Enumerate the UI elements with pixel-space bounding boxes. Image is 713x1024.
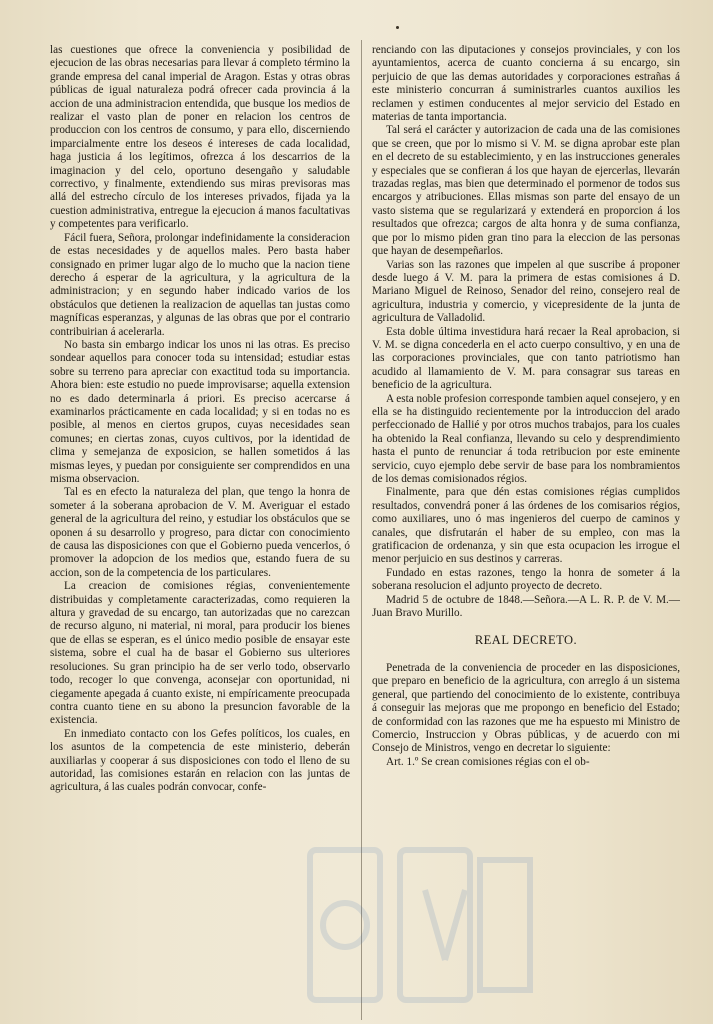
- right-column: [372, 44, 680, 769]
- paragraph: Fundado en estas razones, tengo la honra de someter á la soberana resolucion el adjunto proyecto de decreto.: [372, 566, 680, 593]
- paragraph: Finalmente, para que dén estas comisiones régias cumplidos resultados, convendrá poner á las órdenes de los comisarios régios, como auxiliares, uno ó mas ingenieros del cuerpo de caminos y canales, que disfrutarán el haber de su empleo, con mas la gratificacion de ordenanza, y sin que esta ocupacion les irrogue el menor perjuicio en sus destinos y carreras.: [372, 486, 680, 566]
- paragraph: Penetrada de la conveniencia de proceder en las disposiciones, que preparo en beneficio de la agricultura, con arreglo á un sistema general, que partiendo del conocimiento de lo existente, contribuya á conseguir las mejoras que me propongo en beneficio del Estado; de conformidad con las razones que me ha espuesto mi Ministro de Comercio, Instruccion y Obras públicas, y de acuerdo con mi Consejo de Ministros, vengo en decretar lo siguiente:: [372, 661, 680, 755]
- paragraph: renciando con las diputaciones y consejos provinciales, y con los ayuntamientos, acerca de cuanto concierna á su encargo, sin perjuicio de que las demas autoridades y corporaciones estrañas á este ministerio concurran á suministrarles cuantos auxilios les reclamen y estimen conducentes al mejor servicio del Estado en materias de tanta importancia.: [372, 44, 680, 124]
- paragraph: La creacion de comisiones régias, convenientemente distribuidas y completamente caracterizadas, como requieren la altura y gravedad de su encargo, tan autorizadas que no carezcan de recurso alguno, ni material, ni moral, para producir los bienes que de ellas se esperan, es el único medio posible de ensayar este sistema, sobre el cual ha de basar el Gobierno sus ulteriores resoluciones. Su gran principio ha de ser verlo todo, observarlo todo, recoger lo que convenga, aconsejar con oportunidad, ni ciegamente apegada á cuanto existe, ni empíricamente preocupada contra cuanto tiene en su abono la presuncion favorable de la existencia.: [50, 580, 350, 727]
- left-column: [50, 44, 350, 795]
- right-column-paragraphs: [372, 44, 680, 594]
- decree-paragraphs: [372, 662, 680, 769]
- column-divider: [361, 40, 362, 1020]
- signature-line: Madrid 5 de octubre de 1848.—Señora.—A L. R. P. de V. M.—Juan Bravo Murillo.: [372, 593, 680, 620]
- paragraph: Esta doble última investidura hará recaer la Real aprobacion, si V. M. se digna concederla en el acto cuerpo consultivo, y en una de las corporaciones provinciales, que con tanto patriotismo han acudido al llamamiento de V. M. para consagrar sus tareas en beneficio de la agricultura.: [372, 325, 680, 392]
- decree-heading: REAL DECRETO.: [474, 633, 578, 648]
- paragraph: Tal es en efecto la naturaleza del plan, que tengo la honra de someter á la soberana aprobacion de V. M. Averiguar el estado general de la agricultura del reino, y estudiar los obstáculos que se oponen á su desarrollo y progreso, para dictar con conocimiento de causa las disposiciones con que el Gobierno pueda vencerlos, ó promover la adopcion de los medios que, estando fuera de su accion, son de la competencia de los particulares.: [50, 486, 350, 579]
- paragraph: A esta noble profesion corresponde tambien aquel consejero, y en ella se ha distinguido recientemente por la introduccion del arado perfeccionado de Hallié y por otros muchos trabajos, para los cuales ha obtenido la Real confianza, llevando su celo y desprendimiento hasta el punto de renunciar á toda retribucion por este eminente servicio, cuyo ejemplo debe servir de base para los nombramientos de los demas comisionados régios.: [372, 392, 680, 485]
- paragraph: Art. 1.º Se crean comisiones régias con el ob-: [386, 755, 590, 768]
- paragraph: No basta sin embargo indicar los unos ni las otras. Es preciso sondear aquellos para conocer toda su intensidad; estudiar estas sobre su terreno para apreciar con exactitud toda su importancia. Ahora bien: este estudio no puede improvisarse; aquella extension no es dado determinarla á priori. Es preciso acercarse á examinarlos prácticamente en cada localidad; y si en todas no es posible, al menos en ciertos grupos, cuyas necesidades sean comunes; en ciertas zonas, cuyos cultivos, por la identidad de clima y semejanza de exposicion, se hallen sometidos á las mismas leyes, y puedan por consiguiente ser comprendidos en una misma observacion.: [50, 338, 350, 485]
- paragraph: las cuestiones que ofrece la conveniencia y posibilidad de ejecucion de las obras necesarias para llevar á completo término la grande empresa del canal imperial de Aragon. Estas y otras obras públicas de igual naturaleza podrá ofrecer cada provincia á la accion de una administracion entendida, que busque los medios de realizar el vasto plan de poner en relacion los centros de produccion con los centros de consumo, y para ello, discerniendo imparcialmente entre los deseos é intereses de cada localidad, haga justicia á los legítimos, ofrezca á los descarrios de la imaginacion y del celo, oportuno desengaño y saludable correctivo, y finalmente, extendiendo sus miras previsoras mas allá del estrecho círculo de los intereses privados, fijada ya la cuestion administrativa, entregue la ejecucion á manos facultativas y competentes para verificarlo.: [50, 44, 350, 231]
- paragraph: En inmediato contacto con los Gefes políticos, los cuales, en los asuntos de la competencia de este ministerio, deberán auxiliarlas y cooperar á sus disposiciones con todo el lleno de su autoridad, las comisiones estarán en relacion con las juntas de agricultura, á las cuales podrán convocar, confe-: [50, 727, 350, 794]
- paragraph: Fácil fuera, Señora, prolongar indefinidamente la consideracion de estas necesidades y de aquellos males. Pero basta haber consignado en primer lugar algo de lo mucho que la nacion tiene derecho á esperar de la agricultura, y la agricultura de la administracion; y en segundo haber indicado varios de los obstáculos que detienen la realizacion de aquellas tan justas como magníficas esperanzas, y algunas de las obras que por el contrario contribuirian á acelerarla.: [50, 231, 350, 338]
- library-seal-watermark-icon: [290, 820, 550, 1024]
- paragraph: Tal será el carácter y autorizacion de cada una de las comisiones que se creen, que por lo mismo si V. M. se digna aprobar este plan en el decreto de su establecimiento, y en las instrucciones generales y especiales que se confieran á los que hayan de ejercerlas, llevarán trazadas reglas, mas bien que determinado el pormenor de todos sus encargos y atribuciones. Ellas mismas son parte del ensayo de un vasto sistema que se regularizará y extenderá en proporcion á los resultados que ofrezca; cargos de alta honra y de suma confianza, que por lo mismo piden gran tino para la eleccion de las personas que hayan de desempeñarlos.: [372, 124, 680, 258]
- paragraph: Varias son las razones que impelen al que suscribe á proponer desde luego á V. M. para la primera de estas comisiones á D. Mariano Miguel de Reinoso, Senador del reino, consejero real de agricultura, industria y comercio, y vicepresidente de la junta de agricultura de Valladolid.: [372, 258, 680, 325]
- ink-speck: [396, 26, 399, 29]
